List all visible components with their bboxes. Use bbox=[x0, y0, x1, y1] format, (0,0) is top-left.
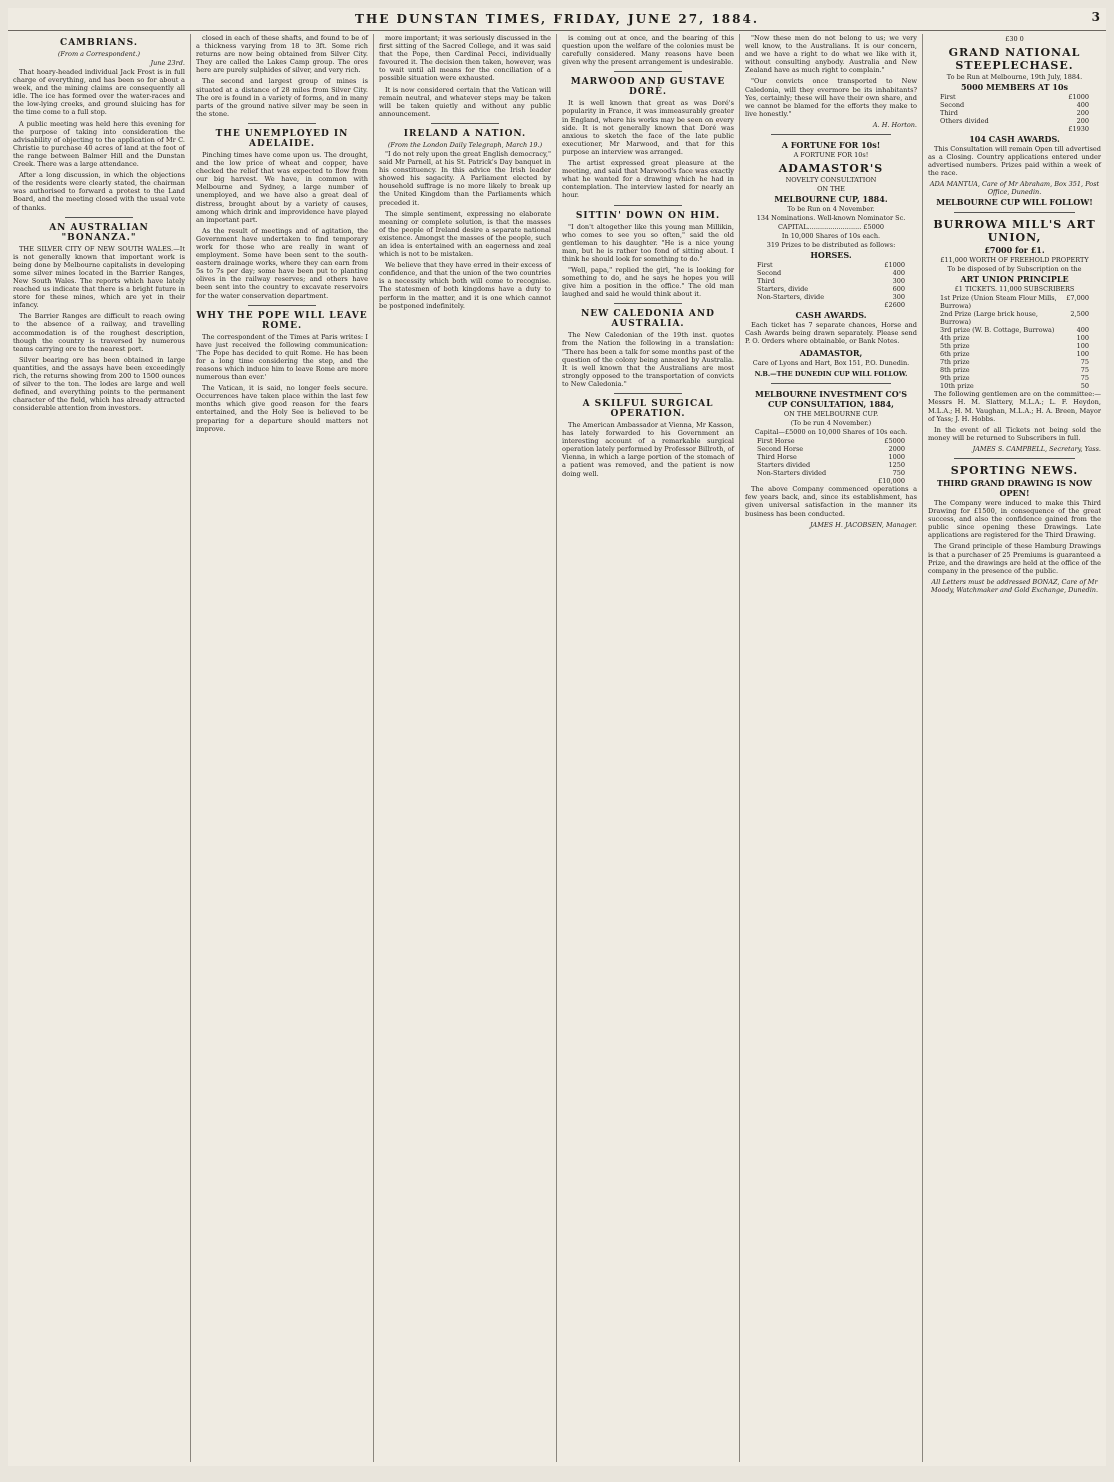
divider bbox=[771, 383, 891, 384]
prize-value: £2600 bbox=[884, 300, 905, 309]
ad-line: To be disposed of by Subscription on the bbox=[947, 265, 1082, 274]
divider bbox=[954, 458, 1075, 459]
column-6 bbox=[923, 34, 1106, 1462]
prize-list bbox=[745, 261, 917, 309]
ad-sporting-news: SPORTING NEWS. bbox=[950, 463, 1079, 477]
ad-paragraph: The Grand principle of these Hamburg Drawings is that a purchaser of 25 Premiums is guaranteed a Prize, and the drawings are held at the office of the company in the presence of the public. bbox=[928, 542, 1101, 575]
headline-ireland: IRELAND A NATION. bbox=[403, 128, 527, 139]
divider bbox=[614, 205, 683, 206]
prize-value: 2,500 bbox=[1070, 310, 1089, 319]
masthead-title: THE DUNSTAN TIMES, FRIDAY, JUNE 27, 1884. bbox=[354, 12, 760, 26]
prize-label: Non-Starters, divide bbox=[757, 292, 825, 301]
article-paragraph: The American Ambassador at Vienna, Mr Kasson, has lately forwarded to his Government an interesting account of a remarkable surgical operation lately performed by Professor Billroth, of Vienna, in which a large portion of the stomach of a patient was removed, and the patient is now doing well. bbox=[562, 421, 734, 478]
ad-burrowa-title: BURROWA MILL'S ART UNION, bbox=[933, 218, 1096, 245]
article-paragraph: The correspondent of the Times at Paris writes: I have just received the following communication: 'The Pope has decided to quit Rome. He has been for a long time considering the step, and the reasons which induce him to leave Rome are more numerous than ever.' bbox=[196, 332, 368, 382]
prize-row bbox=[745, 277, 917, 285]
divider bbox=[248, 305, 317, 306]
prize-label: Second Horse bbox=[757, 445, 804, 454]
ad-cash-awards: CASH AWARDS. bbox=[795, 309, 867, 320]
prize-list bbox=[928, 294, 1101, 390]
prize-value: 75 bbox=[1080, 366, 1089, 375]
headline-sittin: SITTIN' DOWN ON HIM. bbox=[575, 210, 721, 221]
prize-value: 50 bbox=[1080, 382, 1089, 391]
column-1 bbox=[8, 34, 191, 1462]
prize-row bbox=[928, 358, 1101, 366]
ad-paragraph: The Company were induced to make this Third Drawing for £1500, in consequence of the great success, and also the confidence gained from the public since opening these Drawings. Late applications are registered for the Third Drawing. bbox=[928, 498, 1101, 540]
article-paragraph: The Barrier Ranges are difficult to reach owing to the absence of a railway, and travelling accommodation is of the roughest description, though the country is traversed by numerous teams carrying ore to the nearest port. bbox=[13, 312, 185, 353]
prize-label: Second bbox=[940, 101, 965, 109]
prize-row bbox=[745, 461, 917, 469]
columns bbox=[8, 34, 1106, 1462]
prize-row bbox=[928, 366, 1101, 374]
article-paragraph: "I don't altogether like this young man Millikin, who comes to see you so often," said the old gentleman to his daughter. "He is a nice young man, but he is rather too fond of sitting about. I think he should look for something to do." bbox=[562, 222, 734, 263]
prize-label: 5th prize bbox=[940, 342, 970, 351]
divider bbox=[431, 123, 500, 124]
ad-paragraph: The following gentlemen are on the committee:—Messrs H. M. Slattery, M.L.A.; L. F. Heydon, M.L.A.; H. M. Vaughan, M.L.A.; H. A. Breen, Mayor of Yass; J. H. Hobbs. bbox=[928, 390, 1101, 423]
prize-label: Second bbox=[757, 268, 782, 277]
headline-pope: WHY THE POPE WILL LEAVE ROME. bbox=[196, 310, 368, 331]
ad-note: N.B.—THE DUNEDIN CUP WILL FOLLOW. bbox=[754, 370, 908, 379]
prize-value: 600 bbox=[892, 284, 905, 293]
prize-value: 1250 bbox=[888, 461, 905, 470]
prize-row bbox=[928, 326, 1101, 334]
divider bbox=[954, 212, 1075, 213]
headline-unemployed: THE UNEMPLOYED IN ADELAIDE. bbox=[215, 128, 349, 149]
headline-new-caledonia: NEW CALEDONIA AND AUSTRALIA. bbox=[581, 309, 715, 330]
masthead bbox=[8, 8, 1106, 31]
prize-value: 100 bbox=[1076, 334, 1089, 343]
prize-row bbox=[745, 445, 917, 453]
prize-label: 6th prize bbox=[940, 350, 970, 359]
byline: (From a Correspondent.) bbox=[57, 50, 141, 58]
prize-label: 4th prize bbox=[940, 334, 970, 343]
prize-value: £5000 bbox=[884, 437, 905, 446]
prize-value: 100 bbox=[1076, 350, 1089, 359]
prize-label: First bbox=[940, 93, 956, 101]
prize-list bbox=[745, 437, 917, 485]
article-paragraph: The artist expressed great pleasure at the meeting, and said that Marwood's face was exactly what he wanted for a drawing which he had in contemplation. The interview lasted for nearly an hour. bbox=[562, 159, 734, 200]
article-paragraph: "I do not rely upon the great English democracy," said Mr Parnell, at his St. Patrick's Day banquet in his constituency. In this advice the Irish leader showed his sagacity. A Parliament elected by household suffrage is no more likely to break up the United Kingdom than the Parliaments which preceded it. bbox=[379, 149, 551, 207]
prize-value: 200 bbox=[1076, 117, 1089, 125]
prize-row bbox=[928, 109, 1101, 117]
prize-row bbox=[928, 382, 1101, 390]
article-paragraph: The Vatican, it is said, no longer feels secure. Occurrences have taken place within the last few months which give good reason for the fears entertained, and the Holy See is believed to be preparing for a departure should matters not improve. bbox=[196, 384, 368, 433]
prize-row bbox=[745, 301, 917, 309]
signature: All Letters must be addressed BONAZ, Care of Mr Moody, Watchmaker and Gold Exchange, Dunedin. bbox=[930, 577, 1099, 594]
ad-line: Capital—£5000 on 10,000 Shares of 10s each. bbox=[754, 428, 908, 437]
article-paragraph: closed in each of these shafts, and found to be of a thickness varying from 18 to 3ft. Some rich returns are now being obtained from Silver City. They are called the Lakes Camp group. The ores here are purely sulphides of silver, and very rich. bbox=[196, 34, 368, 75]
prize-value: £1000 bbox=[1068, 93, 1089, 101]
article-paragraph: is coming out at once, and the bearing of this question upon the welfare of the colonies must be carefully considered. Many reasons have been given why the present arrangement is undesirable. bbox=[562, 34, 734, 67]
prize-label: 7th prize bbox=[940, 358, 970, 367]
prize-label: 10th prize bbox=[940, 382, 974, 391]
divider bbox=[248, 123, 317, 124]
ad-melbourne-cup-follow: MELBOURNE CUP WILL FOLLOW! bbox=[936, 197, 1093, 208]
prize-row bbox=[745, 453, 917, 461]
prize-value: 100 bbox=[1076, 342, 1089, 351]
prize-row bbox=[745, 437, 917, 445]
headline-surgical: A SKILFUL SURGICAL OPERATION. bbox=[582, 399, 714, 419]
article-paragraph: As the result of meetings and of agitation, the Government have undertaken to find temporary work for those who are really in want of employment. Some have been sent to the south-eastern drainage works, where they can earn from 5s to 7s per day; some have been put to planting olives in the railway reserves; and others have been sent into the country to excavate reservoirs for the water conservation department. bbox=[196, 226, 368, 300]
source-note: (From the London Daily Telegraph, March 19.) bbox=[387, 140, 543, 149]
article-paragraph: more important; it was seriously discussed in the first sitting of the Sacred College, and it was said that the Pope, then Cardinal Pecci, individually favoured it. The decision then taken, however, was to wait until all means for the conciliation of a possible situation were exhausted. bbox=[379, 34, 551, 83]
divider bbox=[614, 71, 683, 72]
ad-paragraph: In the event of all Tickets not being sold the money will be returned to Subscribers in full. bbox=[928, 425, 1101, 442]
prize-value: 2000 bbox=[888, 445, 905, 454]
ad-paragraph: The above Company commenced operations a few years back, and, since its establishment, has given universal satisfaction in the manner its business has been conducted. bbox=[745, 485, 917, 518]
column-2 bbox=[191, 34, 374, 1462]
ad-line: (To be run 4 November.) bbox=[790, 419, 872, 428]
article-paragraph: It is well known that great as was Doré's popularity in France, it was immeasurably greater in England, where his works may be seen on every side. It is not generally known that Doré was anxious to sketch the face of the late public executioner, Mr Marwood, and that for this purpose an interview was arranged. bbox=[562, 99, 734, 156]
ad-line: To be Run on 4 November. bbox=[787, 204, 875, 213]
article-paragraph: That hoary-headed individual Jack Frost is in full charge of everything, and has been so for about a week, and the mining claims are consequently all idle. The ice has formed over the water-races and the low-lying creeks, and ground sluicing has for the time come to a full stop. bbox=[13, 68, 185, 117]
prize-label: Third Horse bbox=[757, 453, 797, 462]
ad-line: HORSES. bbox=[810, 249, 852, 260]
prize-value: 200 bbox=[1076, 109, 1089, 117]
divider bbox=[614, 303, 683, 304]
ad-line: 319 Prizes to be distributed as follows: bbox=[766, 240, 896, 249]
prize-list bbox=[928, 93, 1101, 133]
prize-row bbox=[745, 285, 917, 293]
prize-row bbox=[928, 350, 1101, 358]
prize-row bbox=[745, 261, 917, 269]
prize-row bbox=[928, 310, 1101, 326]
article-paragraph: "Well, papa," replied the girl, "he is looking for something to do, and he says he hopes you will give him a position in the office." The old man laughed and said he would think about it. bbox=[562, 265, 734, 299]
prize-label: First Horse bbox=[757, 437, 795, 446]
page-number: 3 bbox=[1091, 10, 1100, 24]
ad-line: £11,000 WORTH OF FREEHOLD PROPERTY bbox=[940, 256, 1089, 265]
prize-label: 9th prize bbox=[940, 374, 970, 383]
ad-line: CAPITAL.......................... £5000 bbox=[777, 222, 885, 231]
divider bbox=[614, 393, 683, 394]
ad-adamastor-title: ADAMASTOR'S bbox=[778, 161, 884, 175]
prize-label: Third bbox=[757, 276, 775, 285]
article-paragraph: We believe that they have erred in their excess of confidence, and that the union of the two countries is a necessity which both will come to recognise. The statesmen of both kingdoms have a duty to perform in the matter, and it is one which cannot be postponed indefinitely. bbox=[379, 261, 551, 310]
ad-line: 5000 MEMBERS AT 10s bbox=[960, 82, 1069, 92]
column-5 bbox=[740, 34, 923, 1462]
column-4 bbox=[557, 34, 740, 1462]
prize-value: £10,000 bbox=[878, 477, 905, 486]
prize-row bbox=[745, 293, 917, 301]
column-3 bbox=[374, 34, 557, 1462]
article-paragraph: After a long discussion, in which the objections of the residents were clearly stated, the chairman was authorised to forward a protest to the Land Board, and the meeting closed with the usual vote of thanks. bbox=[13, 171, 185, 212]
article-paragraph: The New Caledonian of the 19th inst. quotes from the Nation the following in a translation: "There has been a talk for some months past of the question of the colony being annexed by Australia. It is well known that the Australians are most strongly opposed to the transportation of convicts to New Caledonia." bbox=[562, 331, 734, 388]
prize-value: £1000 bbox=[884, 260, 905, 269]
ad-melbourne-investment: MELBOURNE INVESTMENT CO'S CUP CONSULTATION, 1884, bbox=[755, 389, 907, 410]
prize-value: £7,000 bbox=[1066, 294, 1089, 303]
signature: JAMES H. JACOBSEN, Manager. bbox=[809, 520, 917, 529]
headline-bonanza: AN AUSTRALIAN "BONANZA." bbox=[49, 222, 149, 243]
article-paragraph: "Our convicts once transported to New Caledonia, will they evermore be its inhabitants? Yes, certainly; these will have their own share, and we cannot be blamed for the efforts they make to live honestly." bbox=[745, 77, 917, 118]
ad-line: 134 Nominations. Well-known Nominator Sc. bbox=[756, 213, 906, 222]
prize-label: 2nd Prize (Large brick house, Burrowa) bbox=[940, 310, 1038, 327]
signature: JAMES S. CAMPBELL, Secretary, Yass. bbox=[972, 444, 1101, 453]
article-paragraph: Silver bearing ore has been obtained in large quantities, and the assays have been exceedingly rich, the returns showing from 200 to 1500 ounces of silver to the ton. The lodes are large and well defined, and everything points to the permanent character of the field, which has already attracted considerable attention from investors. bbox=[13, 355, 185, 413]
ad-line: 104 CASH AWARDS. bbox=[969, 134, 1060, 144]
prize-value: 75 bbox=[1080, 358, 1089, 367]
prize-value: 1000 bbox=[888, 453, 905, 462]
prize-label: Others divided bbox=[940, 117, 989, 125]
prize-row bbox=[928, 342, 1101, 350]
article-paragraph: A public meeting was held here this evening for the purpose of taking into consideration the advisability of objecting to the application of Mr C. Christie to purchase 40 acres of land at the foot of the range between Balmer Hill and the Dunstan Creek. There was a large attendance. bbox=[13, 119, 185, 169]
prize-row bbox=[928, 334, 1101, 342]
dateline: June 23rd. bbox=[150, 59, 185, 67]
divider bbox=[65, 217, 134, 218]
ad-line: £7000 for £1. bbox=[984, 245, 1045, 256]
article-paragraph: THE SILVER CITY OF NEW SOUTH WALES.—It is not generally known that important work is being done by Melbourne capitalists in developing some silver mines located in the Barrier Ranges, New South Wales. The reports which have lately reached us indicate that there is a bright future in store for these mines, which are yet in their infancy. bbox=[13, 244, 185, 310]
prize-label: 3rd prize (W. B. Cottage, Burrowa) bbox=[940, 326, 1055, 335]
prize-label: 8th prize bbox=[940, 366, 970, 375]
ad-line: £1 TICKETS. 11,000 SUBSCRIBERS bbox=[954, 285, 1075, 294]
ad-grand-national: GRAND NATIONAL STEEPLECHASE. bbox=[948, 46, 1081, 72]
article-paragraph: It is now considered certain that the Vatican will remain neutral, and whatever steps may be taken will be taken quietly and without any public announcement. bbox=[379, 85, 551, 118]
prize-value: 400 bbox=[892, 268, 905, 277]
prize-label: Non-Starters divided bbox=[757, 469, 827, 478]
ad-line: In 10,000 Shares of 10s each. bbox=[781, 231, 881, 240]
prize-label: First bbox=[757, 260, 773, 269]
headline-cambrians: CAMBRIANS. bbox=[60, 38, 138, 48]
article-paragraph: "Now these men do not belong to us; we very well know, to the Australians. It is our concern, and we have a right to do what we like with it, without consulting anybody. Australia and New Zealand have as much right to complain." bbox=[745, 34, 917, 75]
article-paragraph: The second and largest group of mines is situated at a distance of 28 miles from Silver City. The ore is found in a variety of forms, and in many parts of the ground native silver may be seen in the stone. bbox=[196, 77, 368, 118]
prize-label: Starters, divide bbox=[757, 284, 809, 293]
prize-value: 75 bbox=[1080, 374, 1089, 383]
prize-row bbox=[928, 125, 1101, 133]
prize-value: 400 bbox=[1076, 101, 1089, 109]
prize-row bbox=[928, 101, 1101, 109]
prize-row bbox=[745, 269, 917, 277]
prize-row bbox=[745, 477, 917, 485]
article-paragraph: Pinching times have come upon us. The drought, and the low price of wheat and copper, have checked the relief that was expected to flow from our big harvest. We have, in common with Melbourne and Sydney, a large number of unemployed, and we have also a great deal of distress, brought about by a variety of causes, among which drink and improvidence have played an important part. bbox=[196, 150, 368, 224]
ad-adamastor-sign: ADAMASTOR, bbox=[799, 348, 863, 359]
prize-value: 400 bbox=[1076, 326, 1089, 335]
ad-paragraph: This Consultation will remain Open till advertised as a Closing. Country applications entered under advertised numbers. Prizes paid within a week of the race. bbox=[928, 145, 1101, 178]
ad-address: Care of Lyons and Hart, Box 151, P.O. Dunedin. bbox=[752, 359, 910, 368]
article-paragraph: The simple sentiment, expressing no elaborate meaning or complete solution, is that the masses of the people of Ireland desire a separate national existence. Amongst the masses of the people, such an idea is entertained with an eagerness and zeal which is not to be mistaken. bbox=[379, 209, 551, 259]
prize-row bbox=[928, 374, 1101, 382]
ad-fortune-sub: A FORTUNE FOR 10s! bbox=[793, 150, 869, 159]
prize-value: 300 bbox=[892, 276, 905, 285]
prize-value: 750 bbox=[892, 469, 905, 478]
prize-row bbox=[928, 117, 1101, 125]
signature: ADA MANTUA, Care of Mr Abraham, Box 351, Post Office, Dunedin. bbox=[929, 180, 1100, 197]
ad-line: THIRD GRAND DRAWING IS NOW OPEN! bbox=[937, 477, 1092, 498]
prize-value: £1930 bbox=[1068, 125, 1089, 133]
ad-line: MELBOURNE CUP, 1884. bbox=[774, 193, 888, 204]
prize-row bbox=[745, 469, 917, 477]
ad-line: ART UNION PRINCIPLE bbox=[960, 274, 1069, 285]
prize-label: Third bbox=[940, 109, 958, 117]
prize-value: 300 bbox=[892, 292, 905, 301]
ad-line: To be Run at Melbourne, 19th July, 1884. bbox=[946, 73, 1083, 81]
ad-line: £30 0 bbox=[1005, 35, 1024, 43]
divider bbox=[771, 134, 891, 135]
prize-label: 1st Prize (Union Steam Flour Mills, Burrowa) bbox=[940, 294, 1057, 311]
ad-line: ON THE MELBOURNE CUP. bbox=[783, 410, 879, 419]
ad-paragraph: Each ticket has 7 separate chances, Horse and Cash Awards being drawn separately. Please send P. O. Orders where obtainable, or Bank Notes. bbox=[745, 320, 917, 346]
prize-row bbox=[928, 93, 1101, 101]
headline-marwood: MARWOOD AND GUSTAVE DORÉ. bbox=[570, 77, 726, 98]
prize-label: Starters divided bbox=[757, 461, 811, 470]
prize-row bbox=[928, 294, 1101, 310]
ad-fortune-title: A FORTUNE FOR 10s! bbox=[781, 139, 881, 150]
signature: A. H. Horton. bbox=[872, 120, 917, 129]
newspaper-page bbox=[8, 8, 1106, 1466]
ad-line: ON THE bbox=[817, 184, 845, 193]
ad-line: NOVELTY CONSULTATION bbox=[785, 175, 877, 184]
